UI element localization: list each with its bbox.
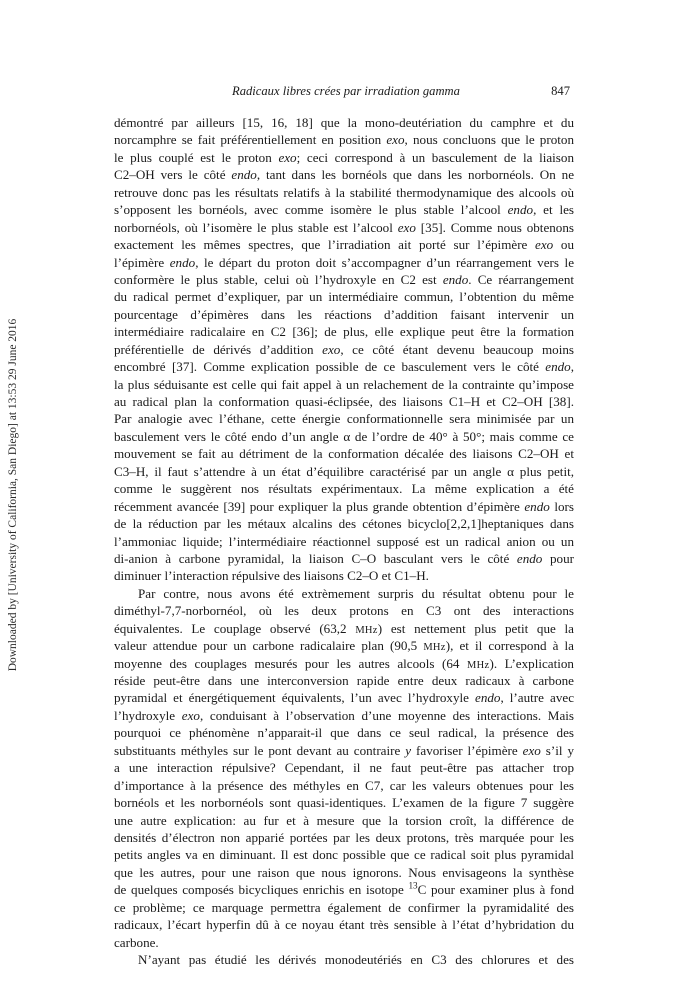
- text-line: exactement les mêmes spectres, que l’irradiation ait porté sur l’épimère exo ou: [114, 237, 574, 253]
- text-line: carbone.: [114, 934, 159, 950]
- text-line: préférentielle de dérivés d’addition exo, ce côté étant devenu beaucoup moins: [114, 341, 574, 357]
- text-line: norbornéols, où l’isomère le plus stable est l’alcool exo [35]. Comme nous obtenons: [114, 219, 574, 235]
- text-line: retrouve donc pas les résultats relatifs à la stabilité thermodynamique des alcools où: [114, 184, 574, 200]
- text-line: démontré par ailleurs [15, 16, 18] que la mono-deutériation du camphre et du: [114, 115, 574, 130]
- text-line: Par contre, nous avons été extrèmement surpris du résultat obtenu pour le: [138, 585, 574, 601]
- text-line: substituants méthyles sur le pont devant au contraire y favoriser l’épimère exo s’il y: [114, 742, 574, 758]
- text-line: a une interaction répulsive? Cependant, il ne faut peut-être pas attacher trop: [114, 760, 574, 776]
- text-line: diméthyl-7,7-norbornéol, où les deux protons en C3 ont des interactions: [114, 603, 574, 619]
- page-number: 847: [551, 84, 570, 98]
- text-line: du radical permet d’expliquer, par un intermédiaire commun, l’obtention du même: [114, 289, 574, 305]
- text-line: pourquoi ce phénomène n’apparait-il que dans ce seul radical, la présence des: [114, 725, 574, 741]
- text-line: conformère le plus stable, celui où l’hydroxyle en C2 est endo. Ce réarrangement: [114, 271, 574, 287]
- text-line: comme le suggèrent nos résultats expérimentaux. La même explication a été: [114, 481, 574, 497]
- text-line: s’opposent les bornéols, avec comme isomère le plus stable l’alcool endo, et les: [114, 202, 574, 218]
- text-line: au radical plan la conformation quasi-éclipsée, des liaisons C1–H et C2–OH [38].: [114, 394, 574, 409]
- text-line: une autre explication: au fur et à mesure que la torsion croît, la différence de: [114, 812, 574, 828]
- text-line: pourcentage d’épimères dans les réactions d’addition faisant intervenir un: [114, 306, 574, 322]
- text-line: l’ammoniac liquide; l’intermédiaire réactionnel supposé est un radical anion ou un: [114, 533, 574, 549]
- text-line: C2–OH vers le côté endo, tant dans les bornéols que dans les norbornéols. On ne: [114, 167, 575, 183]
- text-line: que les autres, pour une raison que nous ignorons. Nous envisageons la synthèse: [114, 864, 574, 880]
- text-line: équivalentes. Le couplage observé (63,2 MHz) est nettement plus petit que la: [114, 620, 574, 636]
- text-line: de quelques composés bicycliques enrichis en isotope $^{13}$C pour examiner plus à fond: [114, 880, 575, 898]
- text-line: N’ayant pas étudié les dérivés monodeutériés en C3 des chlorures et des: [138, 952, 574, 967]
- text-line: encombré [37]. Comme explication possible de ce basculement vers le côté endo,: [114, 359, 574, 375]
- text-line: l’épimère endo, le départ du proton doit s’accompagner d’un réarrangement vers le: [114, 254, 575, 270]
- text-line: densités d’électron non apparié portées par les deux protons, très marquée pour les: [114, 829, 574, 845]
- text-line: radicaux, l’écart hyperfin dû à ce noyau étant très sensible à l’état d’hybridation du: [114, 917, 574, 933]
- article-body: [114, 114, 574, 968]
- text-line: intermédiaire radicalaire en C2 [36]; de plus, elle explique peut être la formation: [114, 324, 574, 340]
- text-line: diminuer l’interaction répulsive des liaisons C2–O et C1–H.: [114, 568, 429, 584]
- text-line: Par analogie avec l’éthane, cette énergie conformationnelle sera minimisée par un: [114, 411, 574, 427]
- text-line: mouvement se fait au détriment de la conformation décalée des liaisons C2–OH et: [114, 446, 574, 462]
- text-line: moyenne des couplages mesurés pour les autres alcools (64 MHz). L’explication: [114, 655, 574, 671]
- text-line: valeur attendue pour un carbone radicalaire plan (90,5 MHz), et il correspond à la: [114, 638, 574, 654]
- download-watermark: [5, 285, 21, 705]
- download-notice: Downloaded by [University of California, San Diego] at 13:53 29 June 2016: [7, 318, 19, 672]
- text-line: di-anion à carbone pyramidal, la liaison C–O basculant vers le côté endo pour: [114, 550, 574, 566]
- text-line: ce problème; ce marquage permettra également de confirmer la pyramidalité des: [114, 899, 574, 915]
- text-line: d’importance à la présence des méthyles en C7, car les valeurs obtenues pour les: [114, 777, 574, 793]
- text-line: réside peut-être dans une interconversion rapide entre deux radicaux à carbone: [114, 673, 574, 688]
- text-line: basculement vers le côté endo d’un angle α de l’ordre de 40° à 50°; mais comme ce: [114, 428, 574, 444]
- text-line: de la réduction par les métaux alcalins des cétones bicyclo[2,2,1]heptaniques dans: [114, 516, 574, 532]
- text-line: petits angles va en diminuant. Il est donc possible que ce radical soit plus pyramidal: [114, 847, 574, 863]
- text-line: récemment avancée [39] pour expliquer la plus grande obtention d’épimère endo lors: [114, 498, 574, 514]
- running-title: Radicaux libres crées par irradiation gamma: [232, 84, 460, 98]
- text-line: la plus séduisante est celle qui fait appel à un relachement de la contrainte qu’impose: [114, 376, 574, 392]
- text-line: norcamphre se fait préférentiellement en position exo, nous concluons que le proton: [114, 132, 574, 148]
- text-line: pyramidal et énergétiquement équivalents, l’un avec l’hydroxyle endo, l’autre avec: [114, 690, 575, 706]
- text-line: C3–H, il faut s’attendre à un état d’équilibre caractérisé par un angle α plus petit,: [114, 463, 574, 479]
- text-line: le plus couplé est le proton exo; ceci correspond à un basculement de la liaison: [114, 149, 574, 165]
- text-line: bornéols et les norbornéols sont quasi-identiques. L’examen de la figure 7 suggère: [114, 795, 574, 811]
- text-line: l’hydroxyle exo, conduisant à l’observation d’une moyenne des interactions. Mais: [114, 707, 574, 723]
